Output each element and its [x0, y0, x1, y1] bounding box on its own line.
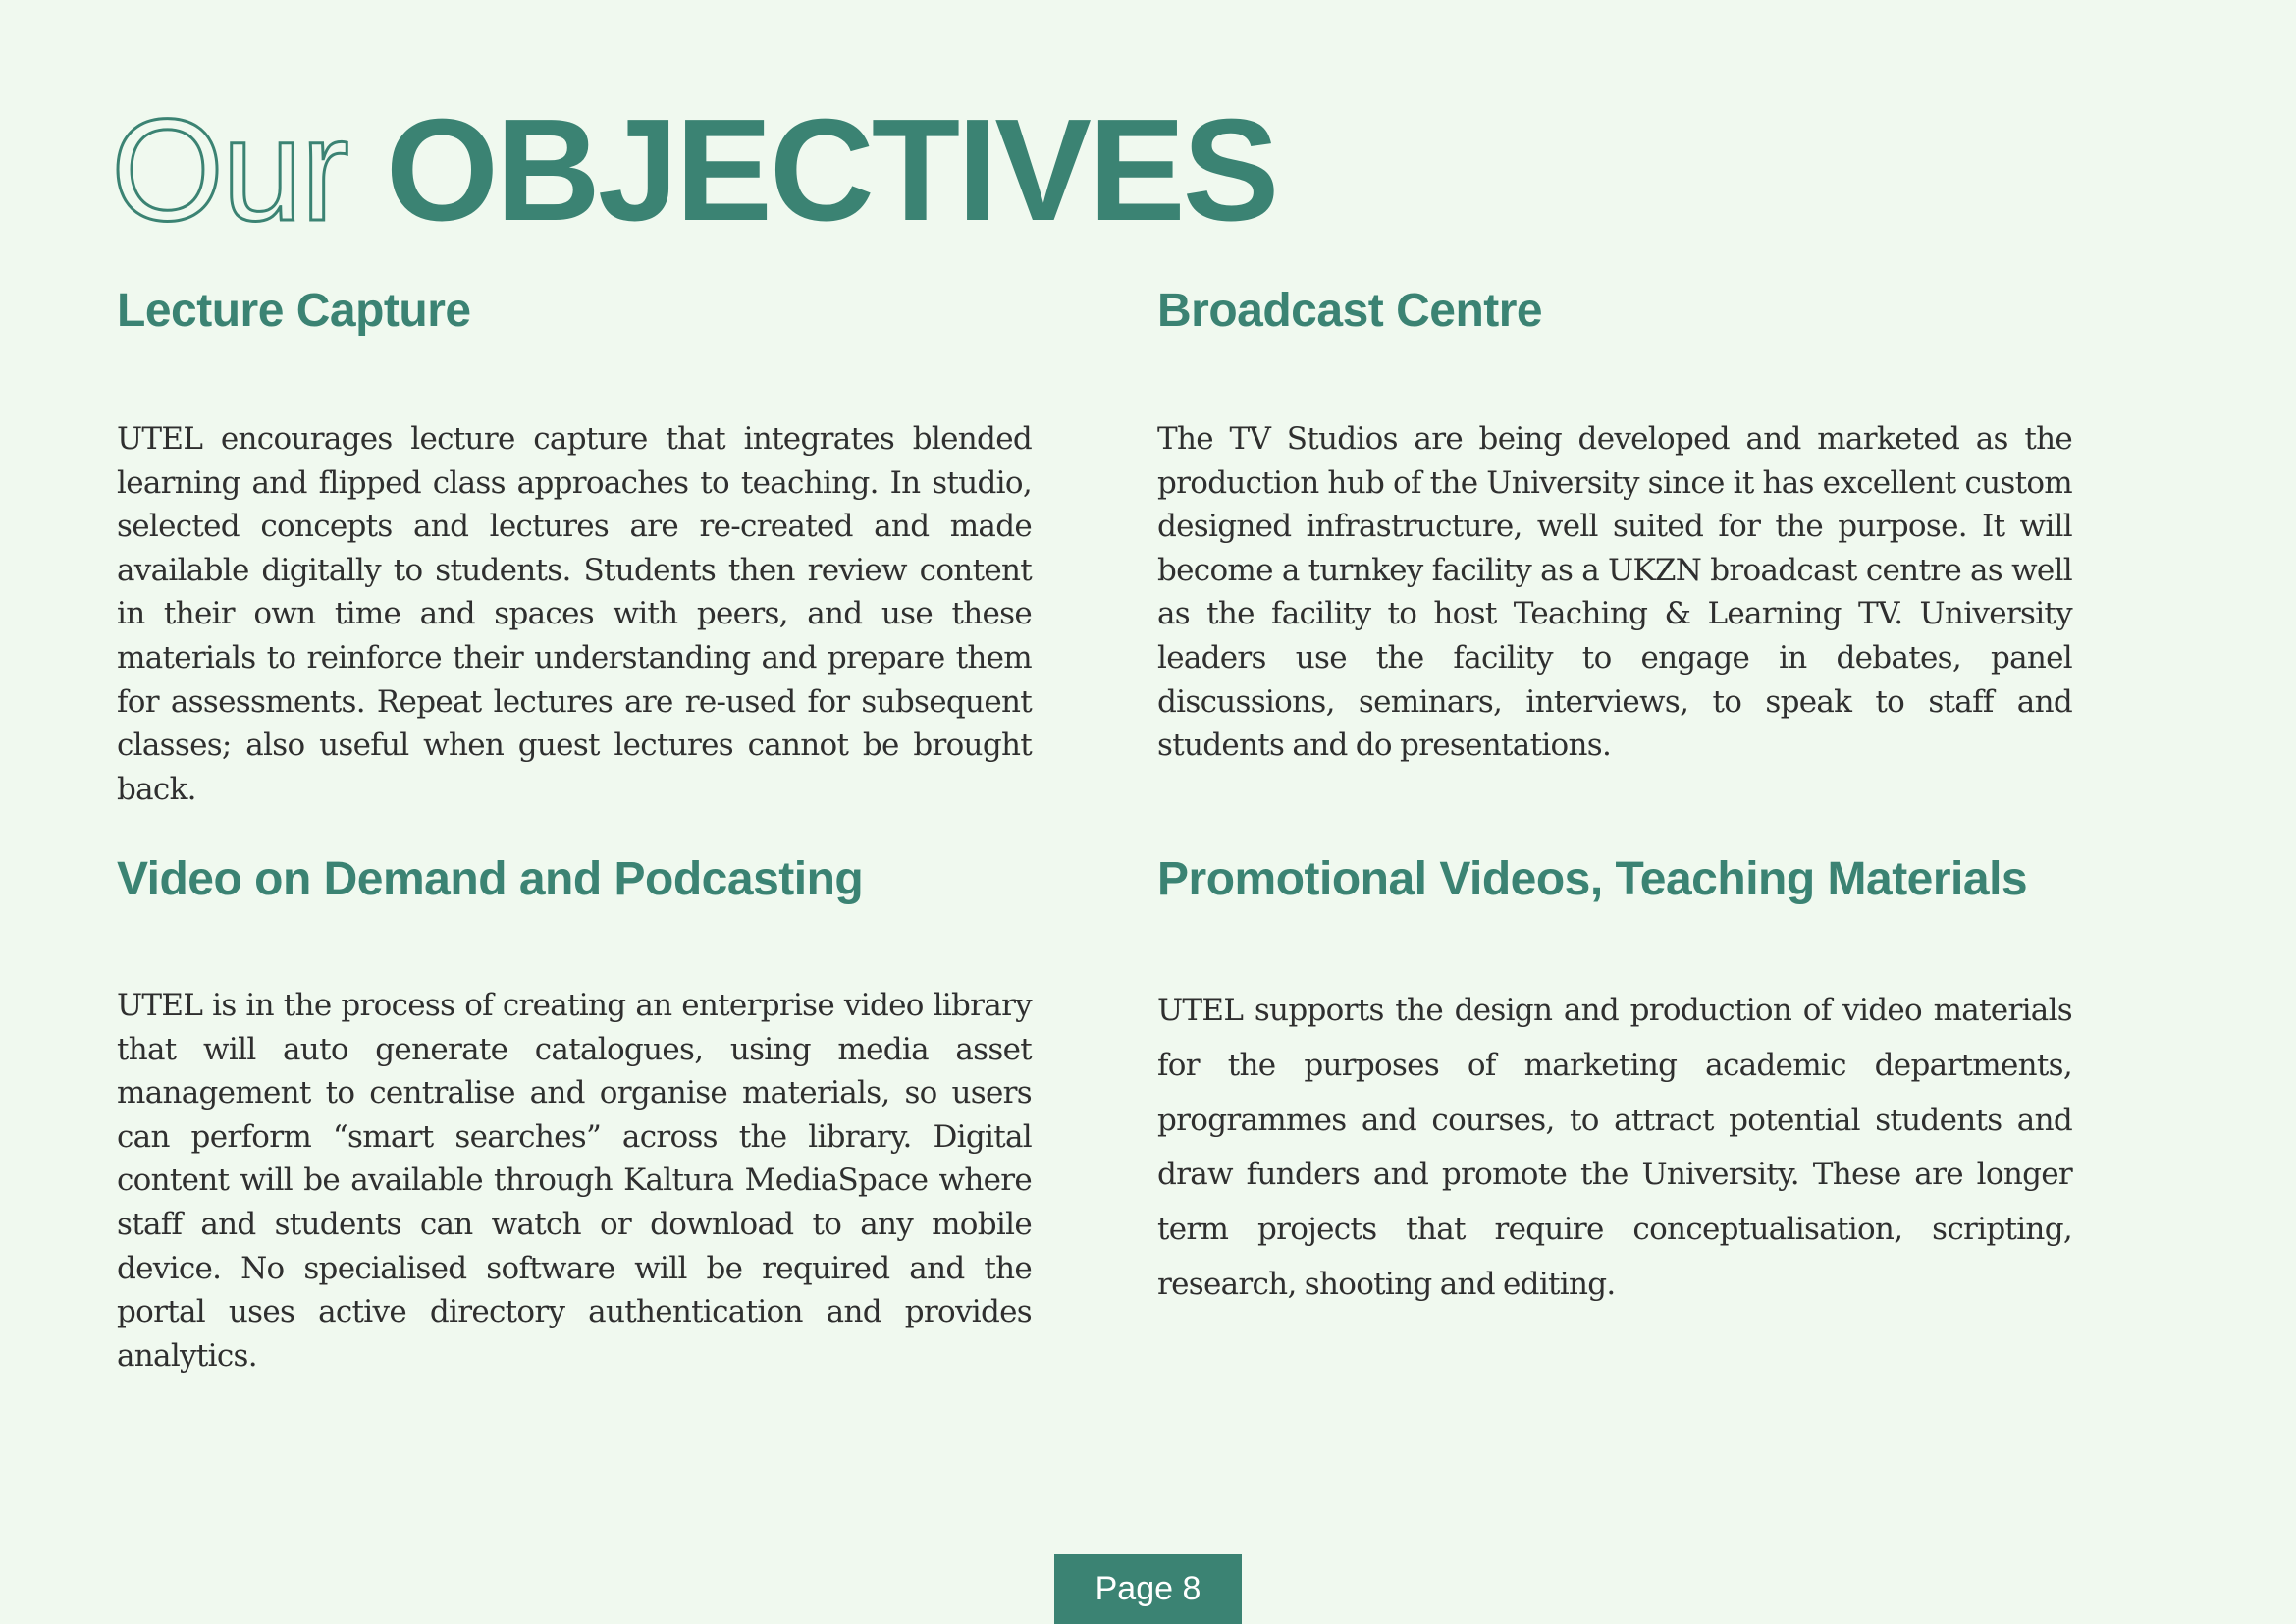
section-body: UTEL is in the process of creating an enterprise video library that will auto generate catalogues, using media asset management to centralise and organise materials, so users can perform “smart searches” across the library. Digital content will be available through Kaltura MediaSpace where staff and students can watch or download to any mobile device. No specialised software will be required and the portal uses active directory authentication and provides analytics. [117, 988, 1032, 1374]
section-promotional-videos [1157, 850, 2072, 1313]
section-heading: Promotional Videos, Teaching Materials [1157, 853, 2028, 905]
section-body: UTEL encourages lecture capture that integrates blended learning and flipped class approaches to teaching. In studio, selected concepts and lectures are re-created and made available digitally to students. Students then review content in their own time and spaces with peers, and use these materials to reinforce their understanding and prepare them for assessments. Repeat lectures are re-used for subsequent classes; also useful when guest lectures cannot be brought back. [117, 421, 1032, 807]
page-title [111, 89, 1277, 251]
section-body: UTEL supports the design and production of video materials for the purposes of marketing academic departments, programmes and courses, to attract potential students and draw funders and promote the University. These are longer term projects that require conceptualisation, scripting, research, shooting and editing. [1157, 993, 2072, 1302]
section-body: The TV Studios are being developed and marketed as the production hub of the University since it has excellent custom designed infrastructure, well suited for the purpose. It will become a turnkey facility as a UKZN broadcast centre as well as the facility to host Teaching & Learning TV. University leaders use the facility to engage in debates, panel discussions, seminars, interviews, to speak to staff and students and do presentations. [1157, 421, 2072, 764]
section-video-on-demand [117, 850, 1032, 1378]
page-number-badge: Page 8 [1054, 1554, 1242, 1624]
section-heading: Broadcast Centre [1157, 285, 1543, 337]
section-heading: Lecture Capture [117, 285, 471, 337]
title-light-word: Our [111, 89, 347, 251]
section-heading: Video on Demand and Podcasting [117, 853, 864, 905]
title-bold-word: OBJECTIVES [385, 89, 1277, 251]
section-broadcast-centre [1157, 282, 2072, 768]
section-lecture-capture [117, 282, 1032, 811]
